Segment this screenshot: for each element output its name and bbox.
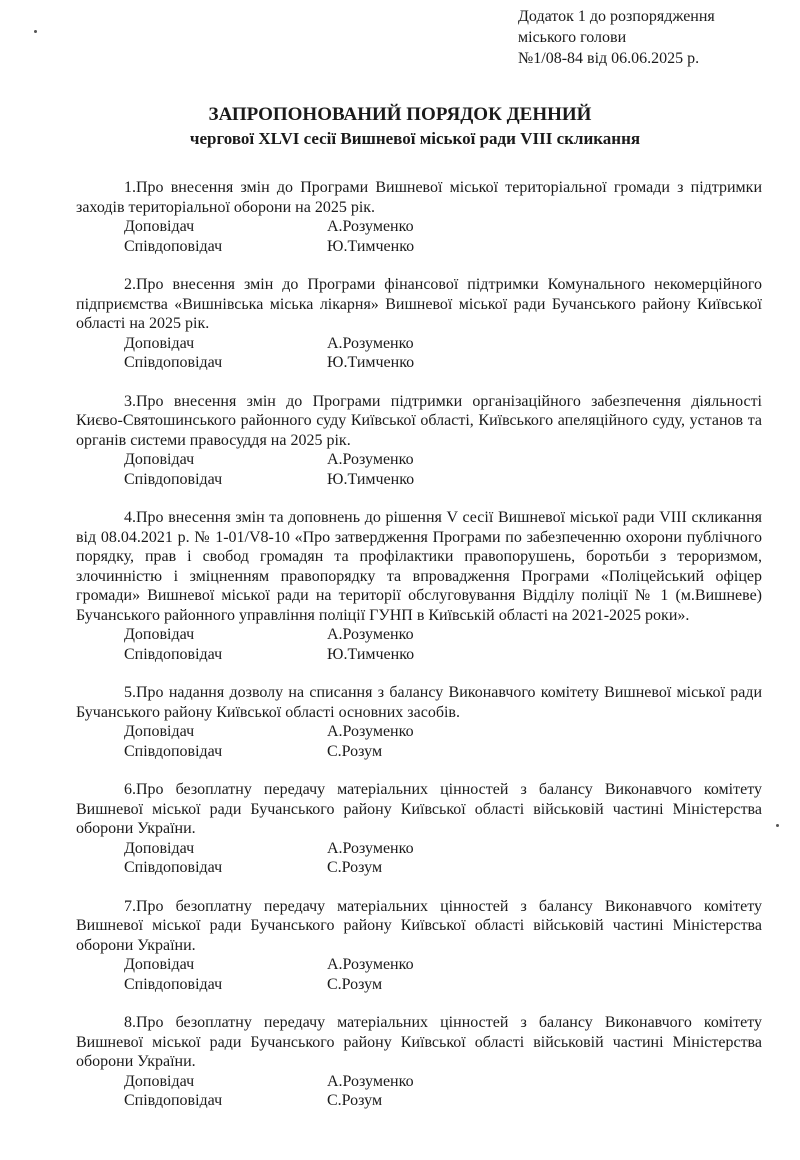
speaker-row bbox=[76, 839, 762, 859]
agenda-item-text: 1.Про внесення змін до Програми Вишневої міської територіальної громади з підтримки заходів територіальної оборони на 2025 рік. bbox=[76, 179, 762, 216]
speaker-row bbox=[76, 955, 762, 975]
speaker-name: А.Розуменко bbox=[327, 956, 414, 973]
cospeaker-row bbox=[76, 742, 762, 762]
cospeaker-name: С.Розум bbox=[327, 975, 383, 993]
cospeaker-label: Співдоповідач bbox=[124, 859, 223, 876]
speaker-label: Доповідач bbox=[124, 1072, 195, 1090]
speaker-label: Доповідач bbox=[124, 839, 195, 857]
cospeaker-name: С.Розум bbox=[327, 859, 383, 876]
speaker-name: А.Розуменко bbox=[327, 218, 414, 235]
speaker-row bbox=[76, 334, 762, 354]
annex-line-3: №1/08-84 від 06.06.2025 р. bbox=[518, 50, 700, 67]
agenda-item-text: 6.Про безоплатну передачу матеріальних цінностей з балансу Виконавчого комітету Вишневої міської ради Бучанського району Київської області військовій частині Міністерства оборони України. bbox=[76, 781, 762, 837]
cospeaker-label: Співдоповідач bbox=[124, 742, 223, 760]
scan-speck bbox=[34, 30, 37, 33]
cospeaker-row bbox=[76, 237, 762, 257]
cospeaker-row bbox=[76, 470, 762, 490]
annex-note bbox=[518, 6, 715, 69]
agenda-item-text: 4.Про внесення змін та доповнень до рішення V сесії Вишневої міської ради VIII скликання від 08.04.2021 р. № 1-01/V8-10 «Про затвердження Програми по забезпеченню охорони публічного порядку, прав і свобод громадян та профілактики правопорушень, боротьби з тероризмом, злочинністю і зміцненням правопорядку та впровадження Програми «Поліцейський офіцер громади» Вишневої міської ради на території обслуговування Відділу поліції № 1 (м.Вишневе) Бучанського районного управління поліції ГУНП в Київській області на 2021-2025 роки». bbox=[76, 509, 762, 624]
speaker-name: А.Розуменко bbox=[327, 723, 414, 740]
agenda-item bbox=[76, 897, 762, 995]
cospeaker-row bbox=[76, 353, 762, 373]
agenda-list bbox=[76, 178, 762, 1130]
speaker-name: А.Розуменко bbox=[327, 451, 414, 468]
annex-line-2: міського голови bbox=[518, 29, 627, 46]
cospeaker-name: Ю.Тимченко bbox=[327, 645, 415, 663]
speaker-name: А.Розуменко bbox=[327, 839, 414, 857]
agenda-item-text: 7.Про безоплатну передачу матеріальних цінностей з балансу Виконавчого комітету Вишневої міської ради Бучанського району Київської області військовій частині Міністерства оборони України. bbox=[76, 897, 762, 954]
speaker-name: А.Розуменко bbox=[327, 626, 414, 643]
scan-speck bbox=[776, 824, 779, 827]
agenda-item bbox=[76, 683, 762, 761]
agenda-item-text: 2.Про внесення змін до Програми фінансової підтримки Комунального некомерційного підприємства «Вишнівська міська лікарня» Вишневої міської ради Бучанського району Київської області на 2025 рік. bbox=[76, 276, 762, 332]
cospeaker-name: С.Розум bbox=[327, 742, 383, 760]
agenda-item bbox=[76, 392, 762, 490]
speaker-name: А.Розуменко bbox=[327, 1072, 414, 1090]
agenda-item bbox=[76, 780, 762, 878]
speaker-row bbox=[76, 1072, 762, 1092]
speaker-row bbox=[76, 722, 762, 742]
cospeaker-name: С.Розум bbox=[327, 1092, 383, 1109]
cospeaker-row bbox=[76, 975, 762, 995]
speaker-row bbox=[76, 450, 762, 470]
cospeaker-label: Співдоповідач bbox=[124, 645, 223, 663]
cospeaker-name: Ю.Тимченко bbox=[327, 354, 415, 371]
speaker-row bbox=[76, 625, 762, 645]
agenda-item bbox=[76, 178, 762, 256]
title-line-2: чергової XLVI сесії Вишневої міської ради VIII скликання bbox=[189, 129, 641, 148]
agenda-item bbox=[76, 1013, 762, 1111]
cospeaker-row bbox=[76, 1091, 762, 1111]
speaker-row bbox=[76, 217, 762, 237]
speaker-label: Доповідач bbox=[124, 956, 195, 973]
agenda-item-text: 5.Про надання дозволу на списання з балансу Виконавчого комітету Вишневої міської ради Бучанського району Київської області основних засобів. bbox=[76, 684, 762, 721]
agenda-item-text: 8.Про безоплатну передачу матеріальних цінностей з балансу Виконавчого комітету Вишневої міської ради Бучанського району Київської області військовій частині Міністерства оборони України. bbox=[76, 1014, 762, 1070]
cospeaker-label: Співдоповідач bbox=[124, 1092, 223, 1109]
document-title bbox=[0, 103, 800, 151]
cospeaker-name: Ю.Тимченко bbox=[327, 470, 415, 488]
speaker-label: Доповідач bbox=[124, 451, 195, 468]
speaker-label: Доповідач bbox=[124, 723, 195, 740]
cospeaker-row bbox=[76, 858, 762, 878]
agenda-item-text: 3.Про внесення змін до Програми підтримки організаційного забезпечення діяльності Києво-Святошинського районного суду Київської області, Київського апеляційного суду, установ та органів системи правосуддя на 2025 рік. bbox=[76, 392, 762, 449]
speaker-label: Доповідач bbox=[124, 334, 195, 352]
cospeaker-label: Співдоповідач bbox=[124, 975, 223, 993]
speaker-label: Доповідач bbox=[124, 218, 195, 235]
cospeaker-label: Співдоповідач bbox=[124, 470, 223, 488]
agenda-item bbox=[76, 275, 762, 373]
cospeaker-label: Співдоповідач bbox=[124, 354, 223, 371]
agenda-item bbox=[76, 508, 762, 664]
annex-line-1: Додаток 1 до розпорядження bbox=[518, 8, 715, 25]
cospeaker-name: Ю.Тимченко bbox=[327, 237, 415, 255]
cospeaker-label: Співдоповідач bbox=[124, 237, 223, 255]
cospeaker-row bbox=[76, 645, 762, 665]
speaker-label: Доповідач bbox=[124, 626, 195, 643]
speaker-name: А.Розуменко bbox=[327, 334, 414, 352]
title-line-1: ЗАПРОПОНОВАНИЙ ПОРЯДОК ДЕННИЙ bbox=[208, 104, 592, 125]
